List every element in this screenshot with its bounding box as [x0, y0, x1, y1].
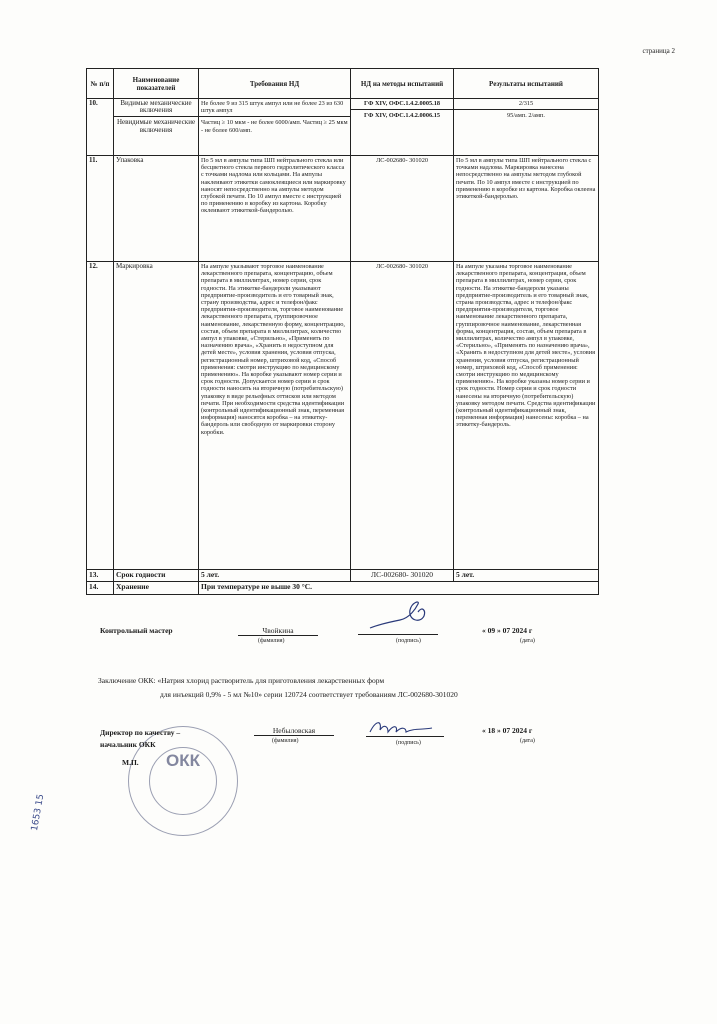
- director-surname-caption: (фамилия): [272, 738, 299, 744]
- table-row: [87, 156, 599, 262]
- header-num: № п/п: [87, 69, 114, 99]
- table-row: [87, 582, 599, 595]
- director-signature-line: [366, 736, 444, 737]
- director-sign-caption: (подпись): [396, 740, 421, 746]
- header-name: Наименование показателей: [114, 69, 199, 99]
- row-result: По 5 мл в ампулы типа ШП нейтрального стекла с точками надлома. Маркировка нанесена непосредственно на ампулы методом глубокой печати. По 10 ампул вместе с инструкцией по применению в коробке из картона. Коробка оклеена этикеткой-бандеролью.: [454, 156, 599, 262]
- controller-role: Контрольный мастер: [100, 626, 173, 635]
- row-requirement: Частиц ≥ 10 мкм - не более 6000/амп. Частиц ≥ 25 мкм - не более 600/амп.: [199, 116, 350, 133]
- row-method: ЛС-002680- 301020: [351, 156, 454, 262]
- stamp-place: М.П.: [122, 758, 139, 767]
- header-results: Результаты испытаний: [454, 69, 599, 99]
- row-method: ГФ XIV, ОФС.1.4.2.0006.15: [351, 109, 453, 119]
- row-number: 10.: [87, 99, 114, 156]
- row-method: ЛС-002680- 301020: [351, 262, 454, 570]
- row-result-cell: [454, 99, 599, 156]
- controller-date: « 09 » 07 2024 г: [482, 626, 533, 635]
- header-methods: НД на методы испытаний: [351, 69, 454, 99]
- director-date: « 18 » 07 2024 г: [482, 726, 533, 735]
- row-requirement: 5 лет.: [199, 570, 351, 582]
- director-role-line-1: Директор по качеству –: [100, 728, 181, 737]
- row-method: ГФ XIV, ОФС.1.4.2.0005.18: [363, 100, 440, 107]
- row-number: 12.: [87, 262, 114, 570]
- row-name: Видимые механические включения: [120, 99, 192, 115]
- row-requirement: На ампуле указывают торговое наименование лекарственного препарата, концентрацию, объем препарата в миллилитрах, номер серии, срок годности. На этикетке-бандероли указывают предприятие-производитель и его товарный знак, страну производства, адрес и телефон/факс предприятия-производителя, торговое наименование лекарственного препарата, группировочное наименование, лекарственную форму, концентрацию, состав, объем препарата в миллилитрах, количество ампул в упаковке, «Стерильно», «Применять по назначению врача», «Хранить в недоступном для детей месте», условия хранения, условия отпуска, регистрационный номер, штриховой код, «Способ применения: смотри инструкцию по медицинскому применению». На коробке указывают номер серии и срок годности. Допускается номер серии и срок годности наносить на вторичную (потребительскую) упаковку в виде рельефных оттисков или методом печати. При необходимости средства идентификации (контрольный идентификационный знак, переменная информация) наносятся коробка – на этикетку-бандероль или свободную от маркировки сторону коробки.: [199, 262, 351, 570]
- table-row: [87, 262, 599, 570]
- row-name: Маркировка: [114, 262, 199, 570]
- row-result: 2/315: [518, 100, 534, 107]
- row-requirement: Не более 9 из 315 штук ампул или не более 23 из 630 штук ампул: [201, 100, 344, 115]
- row-requirement: По 5 мл в ампулы типа ШП нейтрального стекла или бесцветного стекла первого гидролитического класса с точками надлома или кольцами. На ампулы наклеивают этикетки самоклеящиеся или маркировку наносят непосредственно на ампулы методом глубокой печати. По 10 ампул вместе с инструкцией по применению в коробку из картона. Коробку оклеивают этикеткой-бандеролью.: [199, 156, 351, 262]
- controller-date-caption: (дата): [520, 638, 535, 644]
- row-method: ЛС-002680- 301020: [351, 570, 454, 582]
- row-name: Невидимые механические включения: [114, 116, 198, 133]
- director-role-line-2: начальник ОКК: [100, 740, 156, 749]
- director-date-caption: (дата): [520, 738, 535, 744]
- conclusion-line-2: для инъекций 0,9% - 5 мл №10» серии 120724 соответствует требованиям ЛС-002680-301020: [160, 690, 458, 699]
- row-name: Упаковка: [114, 156, 199, 262]
- margin-note: 1653 15: [30, 793, 47, 832]
- director-signature: [366, 716, 446, 738]
- row-name: Хранение: [114, 582, 199, 595]
- okk-stamp-text: ОКК: [166, 751, 200, 770]
- table-row: [87, 99, 599, 156]
- table-header-row: [87, 69, 599, 99]
- controller-signature: [360, 598, 440, 634]
- controller-sign-caption: (подпись): [396, 638, 421, 644]
- test-results-table: [86, 68, 599, 595]
- row-requirement: При температуре не выше 30 °С.: [199, 582, 599, 595]
- director-surname: Небыловская: [254, 726, 334, 736]
- row-name-cell: [114, 99, 199, 156]
- table-row: [87, 570, 599, 582]
- row-method-cell: [351, 99, 454, 156]
- row-number: 13.: [87, 570, 114, 582]
- controller-surname-caption: (фамилия): [258, 638, 285, 644]
- row-name: Срок годности: [114, 570, 199, 582]
- controller-surname: Чвойкина: [238, 626, 318, 636]
- row-result: 5 лет.: [454, 570, 599, 582]
- row-number: 11.: [87, 156, 114, 262]
- page-number: страница 2: [642, 47, 675, 55]
- controller-signature-line: [358, 634, 438, 635]
- row-result: 95/амп. 2/амп.: [454, 109, 598, 119]
- header-requirements: Требования НД: [199, 69, 351, 99]
- conclusion-line-1: Заключение ОКК: «Натрия хлорид растворитель для приготовления лекарственных форм: [98, 676, 385, 685]
- row-number: 14.: [87, 582, 114, 595]
- row-result: На ампуле указаны торговое наименование лекарственного препарата, концентрация, объем препарата в миллилитрах, номер серии, срок годности. На этикетке-бандероли указаны предприятие-производитель и его товарный знак, страна производства, адрес и телефон/факс предприятия-производителя, торговое наименование лекарственного препарата, группировочное наименование, лекарственная форма, концентрация, состав, объем препарата в миллилитрах, количество ампул в упаковке, «Стерильно», «Применять по назначению врача», «Хранить в недоступном для детей месте», условия хранения, условия отпуска, регистрационный номер, штриховой код, «Способ применения: смотри инструкцию по медицинскому применению». На коробке указаны номер серии и срок годности. Номер серии и срок годности нанесены на вторичную (потребительскую) упаковку методом печати. Средства идентификации (контрольный идентификационный знак, переменная информация) нанесены: коробка – на этикетку-бандероль.: [454, 262, 599, 570]
- row-requirement-cell: [199, 99, 351, 156]
